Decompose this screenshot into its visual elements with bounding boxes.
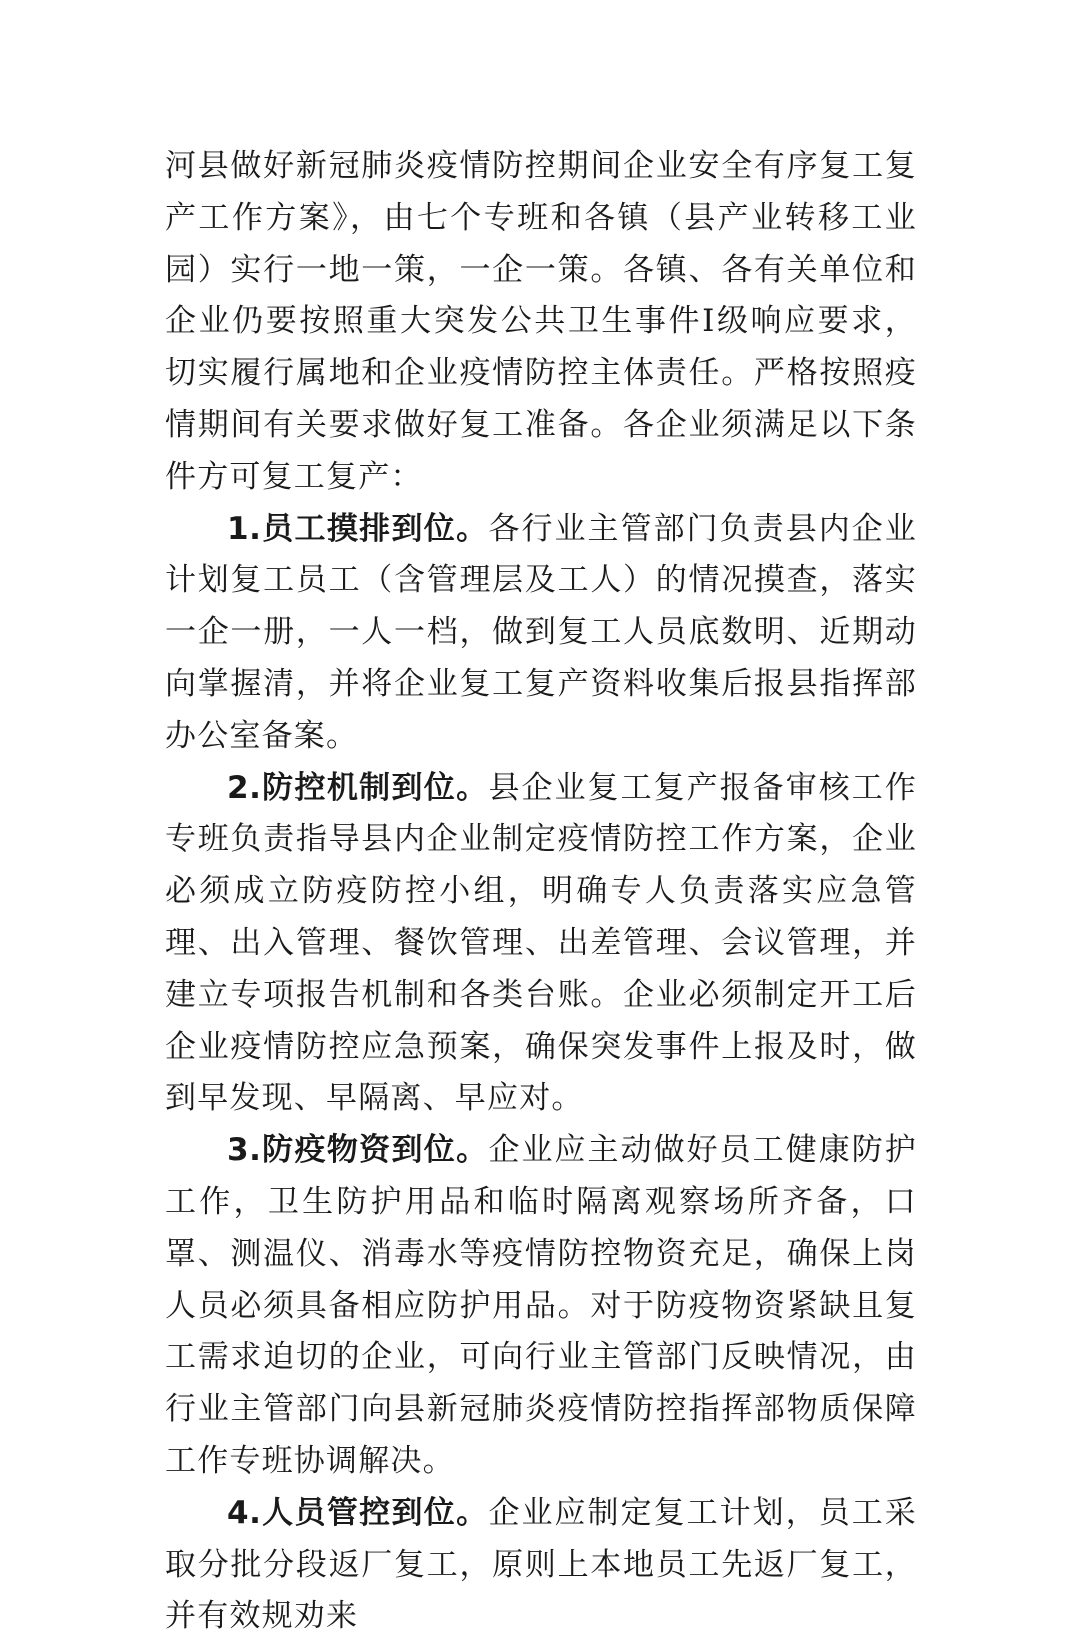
item-paragraph-2 — [165, 763, 917, 1126]
item-paragraph-1 — [165, 504, 917, 763]
item-body-1: 各行业主管部门负责县内企业计划复工员工（含管理层及工人）的情况摸查，落实一企一册，一人一档，做到复工人员底数明、近期动向掌握清，并将企业复工复产资料收集后报县指挥部办公室备案。 — [165, 510, 917, 754]
intro-paragraph: 河县做好新冠肺炎疫情防控期间企业安全有序复工复产工作方案》，由七个专班和各镇（县产业转移工业园）实行一地一策，一企一策。各镇、各有关单位和企业仍要按照重大突发公共卫生事件Ⅰ级响应要求，切实履行属地和企业疫情防控主体责任。严格按照疫情期间有关要求做好复工准备。各企业须满足以下条件方可复工复产： — [165, 148, 917, 495]
item-body-2: 县企业复工复产报备审核工作专班负责指导县内企业制定疫情防控工作方案，企业必须成立防疫防控小组，明确专人负责落实应急管理、出入管理、餐饮管理、出差管理、会议管理，并建立专项报告机制和各类台账。企业必须制定开工后企业疫情防控应急预案，确保突发事件上报及时，做到早发现、早隔离、早应对。 — [165, 769, 917, 1117]
item-paragraph-3 — [165, 1125, 917, 1488]
item-body-4: 企业应制定复工计划，员工采取分批分段返厂复工，原则上本地员工先返厂复工，并有效规劝来 — [165, 1494, 917, 1635]
item-heading-1: 1.员工摸排到位。 — [227, 510, 489, 547]
item-heading-3: 3.防疫物资到位。 — [227, 1132, 489, 1169]
document-body — [165, 141, 917, 1643]
item-heading-2: 2.防控机制到位。 — [227, 769, 489, 806]
item-body-3: 企业应主动做好员工健康防护工作，卫生防护用品和临时隔离观察场所齐备，口罩、测温仪、消毒水等疫情防控物资充足，确保上岗人员必须具备相应防护用品。对于防疫物资紧缺且复工需求迫切的企业，可向行业主管部门反映情况，由行业主管部门向县新冠肺炎疫情防控指挥部物质保障工作专班协调解决。 — [165, 1132, 917, 1479]
item-heading-4: 4.人员管控到位。 — [227, 1494, 489, 1531]
item-paragraph-4 — [165, 1488, 917, 1643]
